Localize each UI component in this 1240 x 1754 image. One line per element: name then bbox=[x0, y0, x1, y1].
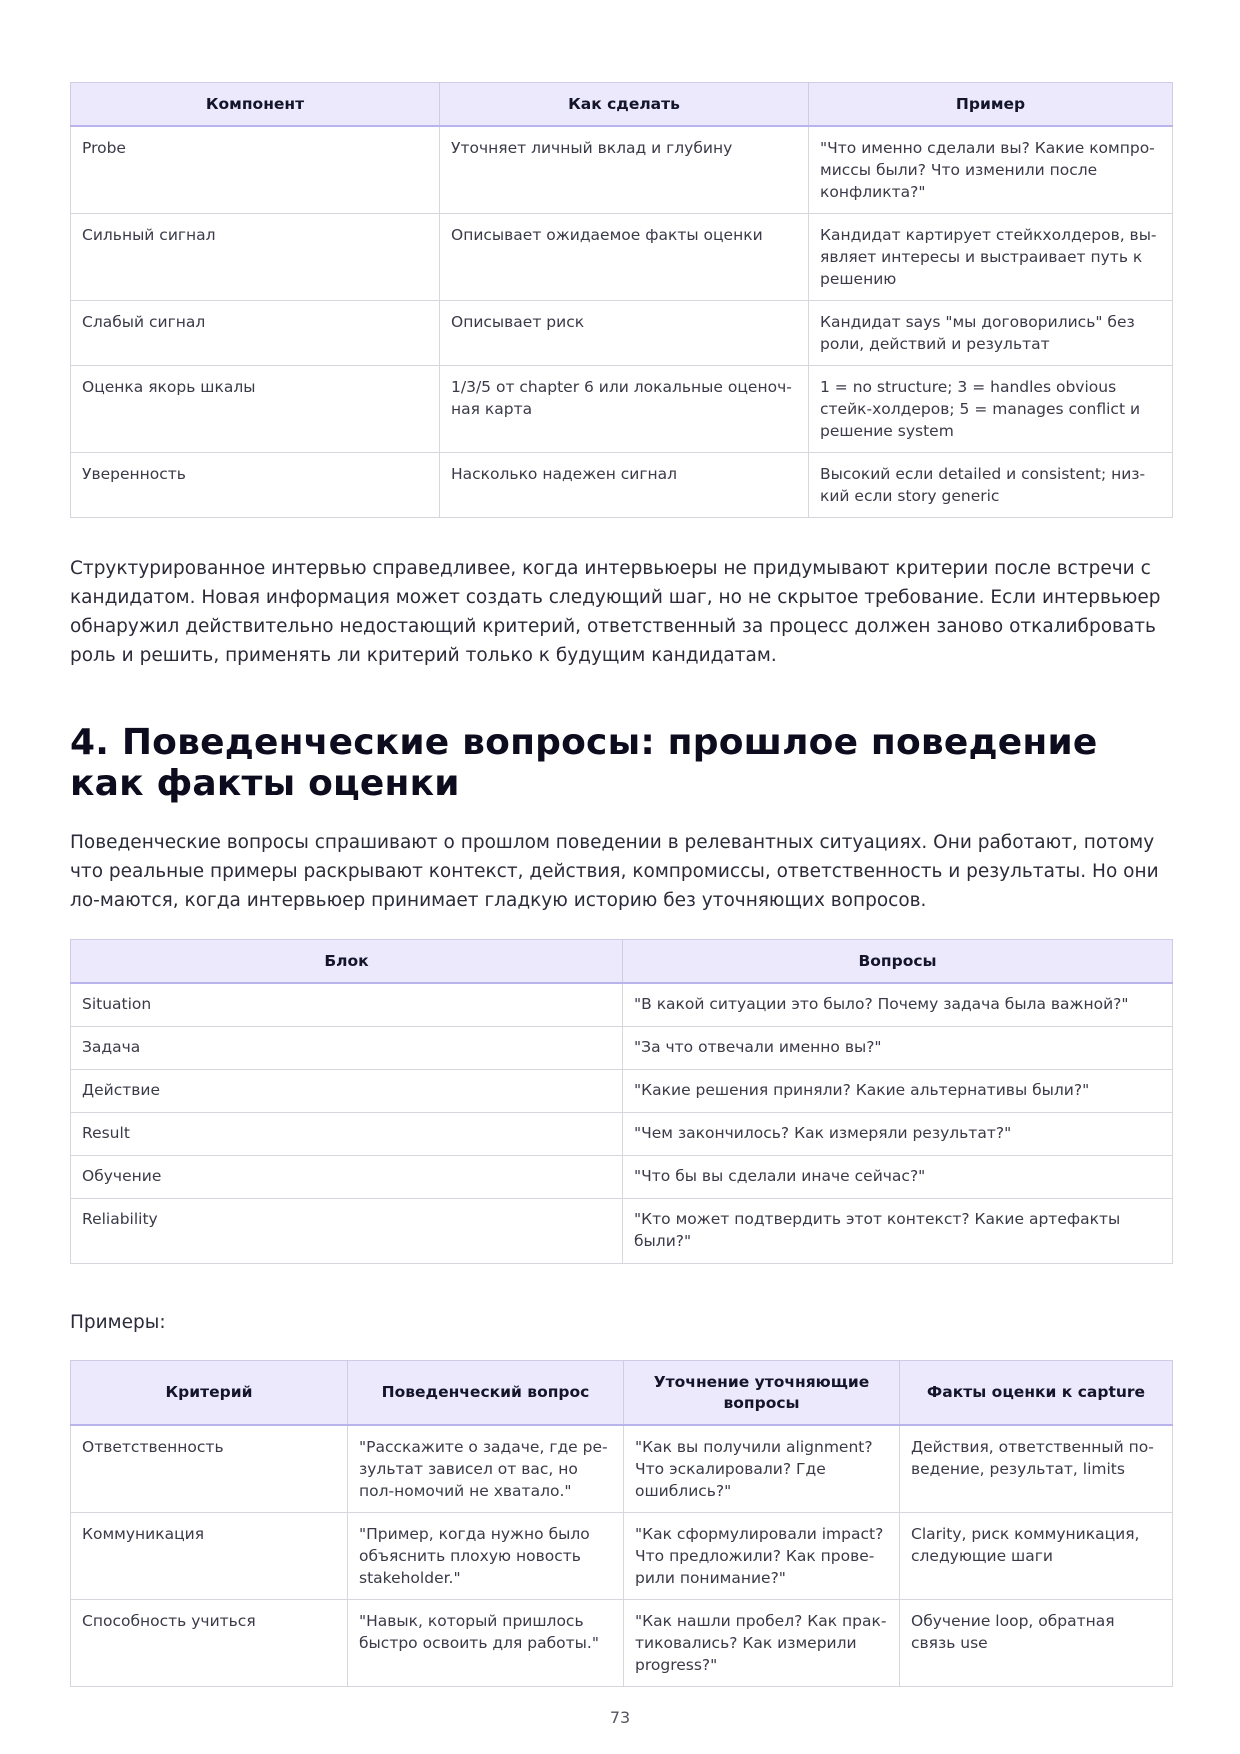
table-row bbox=[71, 1156, 1173, 1199]
table-header-row bbox=[71, 1361, 1173, 1426]
table-row bbox=[71, 1600, 1173, 1687]
table-cell: 1 = no structure; 3 = handles obvious стейк-холдеров; 5 = manages conflict и решение system bbox=[809, 366, 1173, 453]
table-cell: "Навык, который пришлось быстро освоить для работы." bbox=[348, 1600, 624, 1687]
table-cell: Clarity, риск коммуникация, следующие шаги bbox=[900, 1513, 1173, 1600]
column-header: Уточнение уточняющие вопросы bbox=[624, 1361, 900, 1426]
page-content bbox=[70, 82, 1172, 1687]
table-cell: "Как вы получили alignment? Что эскалировали? Где ошиблись?" bbox=[624, 1425, 900, 1513]
table-header-row bbox=[71, 940, 1173, 984]
table-row bbox=[71, 214, 1173, 301]
table-header-row bbox=[71, 83, 1173, 127]
table-cell: Кандидат says "мы договорились" без роли, действий и результат bbox=[809, 301, 1173, 366]
column-header: Поведенческий вопрос bbox=[348, 1361, 624, 1426]
table-row bbox=[71, 453, 1173, 518]
table-cell: Действие bbox=[71, 1070, 623, 1113]
behavioral-examples-table bbox=[70, 1360, 1173, 1687]
table-row bbox=[71, 1425, 1173, 1513]
table-cell: "Что именно сделали вы? Какие компро-миссы были? Что изменили после конфликта?" bbox=[809, 126, 1173, 214]
table-cell: 1/3/5 от chapter 6 или локальные оценоч-ная карта bbox=[440, 366, 809, 453]
column-header: Пример bbox=[809, 83, 1173, 127]
table-row bbox=[71, 1113, 1173, 1156]
table-cell: "Что бы вы сделали иначе сейчас?" bbox=[623, 1156, 1173, 1199]
table-cell: Сильный сигнал bbox=[71, 214, 440, 301]
table-cell: Высокий если detailed и consistent; низ-кий если story generic bbox=[809, 453, 1173, 518]
table-cell: Уверенность bbox=[71, 453, 440, 518]
examples-label: Примеры: bbox=[70, 1312, 166, 1333]
table-cell: Слабый сигнал bbox=[71, 301, 440, 366]
table-cell: Result bbox=[71, 1113, 623, 1156]
table-row bbox=[71, 983, 1173, 1027]
table-cell: Способность учиться bbox=[71, 1600, 348, 1687]
table-row bbox=[71, 1199, 1173, 1264]
table-cell: "Какие решения приняли? Какие альтернативы были?" bbox=[623, 1070, 1173, 1113]
table-row bbox=[71, 1513, 1173, 1600]
column-header: Блок bbox=[71, 940, 623, 984]
behavioral-blocks-table bbox=[70, 939, 1173, 1264]
table-cell: "Как нашли пробел? Как прак-тиковались? Как измерили progress?" bbox=[624, 1600, 900, 1687]
column-header: Как сделать bbox=[440, 83, 809, 127]
table-row bbox=[71, 1027, 1173, 1070]
table-cell: "Расскажите о задаче, где ре-зультат зависел от вас, но пол-номочий не хватало." bbox=[348, 1425, 624, 1513]
table-cell: Описывает риск bbox=[440, 301, 809, 366]
table-cell: Насколько надежен сигнал bbox=[440, 453, 809, 518]
table-cell: Уточняет личный вклад и глубину bbox=[440, 126, 809, 214]
table-cell: "За что отвечали именно вы?" bbox=[623, 1027, 1173, 1070]
table-cell: Описывает ожидаемое факты оценки bbox=[440, 214, 809, 301]
page-number: 73 bbox=[609, 1708, 631, 1727]
table-cell: Действия, ответственный по-ведение, результат, limits bbox=[900, 1425, 1173, 1513]
table-row bbox=[71, 366, 1173, 453]
table-cell: "В какой ситуации это было? Почему задача была важной?" bbox=[623, 983, 1173, 1027]
column-header: Компонент bbox=[71, 83, 440, 127]
table-cell: Кандидат картирует стейкхолдеров, вы-являет интересы и выстраивает путь к решению bbox=[809, 214, 1173, 301]
section-intro-paragraph: Поведенческие вопросы спрашивают о прошлом поведении в релевантных ситуациях. Они работают, потому что реальные примеры раскрывают контекст, действия, компромиссы, ответственность и результаты. Но они ло-маются, когда интервьюер принимает гладкую историю без уточняющих вопросов. bbox=[70, 832, 1159, 911]
body-paragraph: Структурированное интервью справедливее, когда интервьюеры не придумывают критерии после встречи с кандидатом. Новая информация может создать следующий шаг, но не скрытое требование. Если интервьюер обнаружил действительно недостающий критерий, ответственный за процесс должен заново откалибровать роль и решить, применять ли критерий только к будущим кандидатам. bbox=[70, 558, 1161, 666]
table-row bbox=[71, 126, 1173, 214]
table-row bbox=[71, 301, 1173, 366]
table-cell: Оценка якорь шкалы bbox=[71, 366, 440, 453]
column-header: Факты оценки к capture bbox=[900, 1361, 1173, 1426]
table-cell: Обучение bbox=[71, 1156, 623, 1199]
column-header: Вопросы bbox=[623, 940, 1173, 984]
interview-component-table bbox=[70, 82, 1173, 518]
table-cell: Probe bbox=[71, 126, 440, 214]
column-header: Критерий bbox=[71, 1361, 348, 1426]
table-cell: "Кто может подтвердить этот контекст? Какие артефакты были?" bbox=[623, 1199, 1173, 1264]
table-cell: Задача bbox=[71, 1027, 623, 1070]
table-cell: Ответственность bbox=[71, 1425, 348, 1513]
table-row bbox=[71, 1070, 1173, 1113]
table-cell: Обучение loop, обратная связь use bbox=[900, 1600, 1173, 1687]
table-cell: Reliability bbox=[71, 1199, 623, 1264]
table-cell: "Чем закончилось? Как измеряли результат?" bbox=[623, 1113, 1173, 1156]
table-cell: "Как сформулировали impact? Что предложили? Как прове-рили понимание?" bbox=[624, 1513, 900, 1600]
table-cell: Situation bbox=[71, 983, 623, 1027]
section-heading: 4. Поведенческие вопросы: прошлое поведение как факты оценки bbox=[70, 722, 1098, 804]
table-cell: Коммуникация bbox=[71, 1513, 348, 1600]
table-cell: "Пример, когда нужно было объяснить плохую новость stakeholder." bbox=[348, 1513, 624, 1600]
